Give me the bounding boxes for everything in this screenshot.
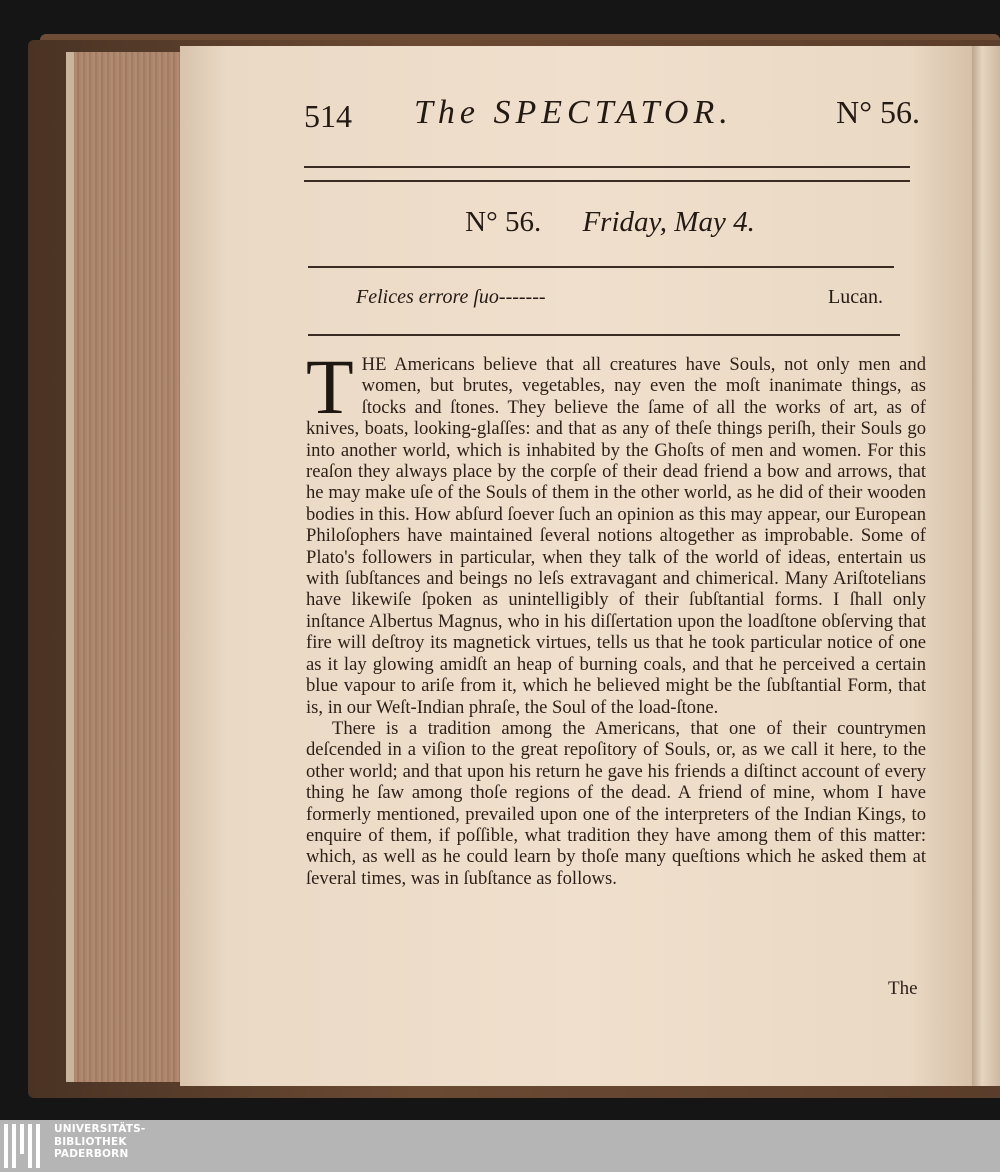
logo-line-3: PADERBORN [54,1148,129,1160]
page-number: 514 [304,98,352,134]
epigraph-rule-bottom [308,334,900,336]
drop-cap: T [306,343,354,430]
issue-date: Friday, May 4. [582,206,755,238]
logo-line-1: UNIVERSITÄTS- [54,1123,146,1135]
article-paragraph-2: There is a tradition among the Americans, that one of their countrymen deſcended in a viſion to the great repoſitory of Souls, or, as we call it here, to the other world; and that upon his return he gave his friends a diſtinct account of every thing he ſaw among thoſe regions of the dead. A friend of mine, whom I have formerly mentioned, prevailed upon one of the interpreters of the Indian Kings, to enquire of them, if poſſible, what tradition they have among them of this matter: which, as well as he could learn by thoſe many queſtions which he asked them at ſeveral times, was in ſubſtance as follows. [306,717,926,889]
catchword: The [888,978,918,999]
paragraph-1-text: HE Americans believe that all creatures have Souls, not only men and women, but brutes, vegetables, nay even the moſt inanimate things, as ſtocks and ſtones. They believe the ſame of all the works of art, as of knives, boats, looking-glaſſes: and that as any of theſe things periſh, their Souls go into another world, which is inhabited by the Ghoſts of men and women. For this reaſon they always place by the corpſe of their dead friend a bow and arrows, that he may make uſe of the Souls of them in the other world, as he did of their wooden bodies in this. How abſurd ſoever ſuch an opinion as this may appear, our European Philoſophers have maintained ſeveral notions altogether as improbable. Some of Plato's followers in particular, when they talk of the world of ideas, entertain us with ſubſtances and beings no leſs extravagant and chimerical. Many Ariſtotelians have likewiſe ſpoken as unintelligibly of their ſubſtantial forms. I ſhall only inſtance Albertus Magnus, who in his diſſertation upon the loadſtone obſerving that fire will deſtroy its magnetick virtues, tells us that he took particular notice of one as it lay glowing amidſt an heap of burning coals, and that he perceived a certain blue vapour to ariſe from it, which he believed might be the ſubſtantial Form, that is, in our Weſt-Indian phraſe, the Soul of the load-ſtone. [306,354,926,718]
library-footer-bar [0,1120,1000,1172]
issue-heading [304,206,916,239]
issue-number: N° 56. [465,206,542,238]
running-title: The SPECTATOR. [414,94,733,131]
header-rule-bottom [304,180,910,182]
article-paragraph-1 [306,343,926,718]
library-logo-icon [4,1124,48,1168]
header-rule-top [304,166,910,168]
book-page [180,46,972,1086]
header-issue-number: N° 56. [836,94,920,130]
article-body [306,343,926,889]
epigraph-rule-top [308,266,894,268]
running-header [304,94,920,140]
facing-page-edge [970,46,1000,1086]
page-edges [66,52,194,1082]
logo-line-2: BIBLIOTHEK [54,1135,127,1148]
epigraph-author: Lucan. [828,286,883,308]
epigraph-motto: Felices errore ſuo------- [356,286,546,308]
library-logo-text [54,1123,145,1161]
